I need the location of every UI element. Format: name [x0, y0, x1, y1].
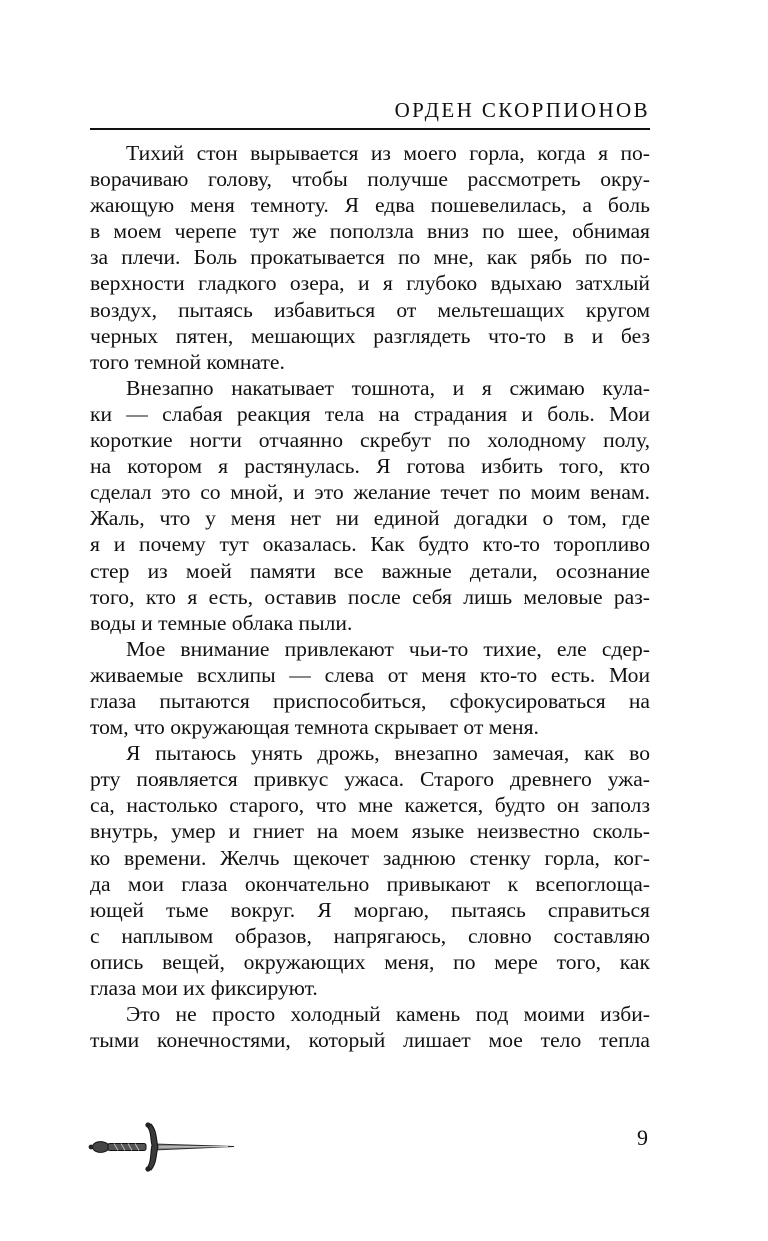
text-line: за плечи. Боль прокатывается по мне, как рябь по по-	[90, 245, 650, 270]
text-line: внутрь, умер и гниет на моем языке неизвестно сколь-	[90, 819, 650, 844]
text-line: Мое внимание привлекают чьи-то тихие, еле сдер-	[126, 636, 650, 661]
text-line: том, что окружающая темнота скрывает от меня.	[90, 715, 539, 740]
text-line: Жаль, что у меня нет ни единой догадки о том, где	[90, 506, 650, 531]
text-line: стер из моей памяти все важные детали, осознание	[90, 558, 650, 583]
text-line: жающую меня темноту. Я едва пошевелилась, а боль	[90, 193, 650, 218]
text-line: рту появляется привкус ужаса. Старого древнего ужа-	[90, 767, 650, 792]
page-number: 9	[637, 1125, 648, 1150]
dagger-icon	[88, 1121, 238, 1173]
text-line: Внезапно накатывает тошнота, и я сжимаю кула-	[126, 375, 650, 400]
text-line: Я пытаюсь унять дрожь, внезапно замечая, как во	[126, 741, 650, 766]
text-line: верхности гладкого озера, и я глубоко вдыхаю затхлый	[90, 271, 650, 296]
body-text	[90, 140, 650, 1053]
text-line: Тихий стон вырывается из моего горла, когда я по-	[126, 141, 650, 165]
header-rule	[90, 128, 650, 130]
text-line: я и почему тут оказалась. Как будто кто-то торопливо	[90, 532, 650, 557]
text-line: ворачиваю голову, чтобы получше рассмотреть окру-	[90, 167, 650, 192]
text-line: тыми конечностями, который лишает мое тело тепла	[90, 1028, 650, 1053]
text-line: воздух, пытаясь избавиться от мельтешащих кругом	[90, 297, 650, 322]
text-line: короткие ногти отчаянно скребут по холодному полу,	[90, 428, 650, 453]
running-header: ОРДЕН СКОРПИОНОВ	[394, 98, 650, 122]
text-line: живаемые всхлипы — слева от меня кто-то есть. Мои	[90, 662, 650, 687]
text-line: сделал это со мной, и это желание течет по моим венам.	[90, 480, 650, 505]
text-line: ки — слабая реакция тела на страдания и боль. Мои	[90, 401, 650, 426]
text-line: са, настолько старого, что мне кажется, будто он заполз	[90, 793, 650, 818]
text-line: воды и темные облака пыли.	[90, 610, 353, 635]
text-line: в моем черепе тут же поползла вниз по шее, обнимая	[90, 219, 650, 244]
text-line: опись вещей, окружающих меня, по мере того, как	[90, 949, 650, 974]
text-line: глаза мои их фиксируют.	[90, 976, 318, 1000]
text-line: с наплывом образов, напрягаюсь, словно составляю	[90, 923, 650, 948]
text-line: на котором я растянулась. Я готова избить того, кто	[90, 454, 650, 479]
text-line: Это не просто холодный камень под моими изби-	[126, 1002, 650, 1027]
text-line: того темной комнате.	[90, 349, 285, 374]
text-line: черных пятен, мешающих разглядеть что-то в и без	[90, 323, 650, 348]
text-line: глаза пытаются приспособиться, сфокусироваться на	[90, 688, 650, 713]
text-line: того, кто я есть, оставив после себя лишь меловые раз-	[90, 584, 650, 609]
text-line: ющей тьме вокруг. Я моргаю, пытаясь справиться	[90, 897, 650, 922]
text-line: ко времени. Желчь щекочет заднюю стенку горла, ког-	[90, 845, 650, 870]
text-line: да мои глаза окончательно привыкают к всепоглоща-	[90, 871, 650, 896]
